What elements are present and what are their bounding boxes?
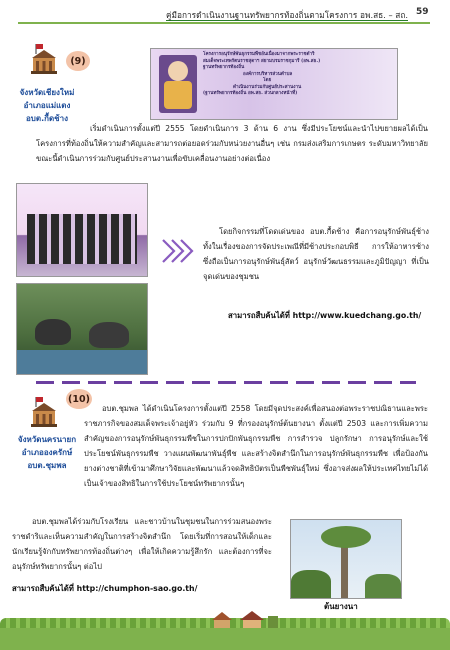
temple-icon [30, 42, 58, 78]
location-sao: อบต.ชุมพล [27, 461, 67, 470]
chevron-arrows-icon [160, 238, 194, 268]
section10-paragraph-2: อบต.ชุมพลได้ร่วมกับโรงเรียน และชาวบ้านในชุมชนในการร่วมสนองพระราชดำริและเห็นความสำคัญในการสร้างจิตสำนึก โดยเริ่มที่การสอนให้เด็กและนักเรียนรู้จักกับทรัพยากรท้องถิ่นต่างๆ เพื่อให้เกิดความรู้สึกรัก และต้องการที่จะอนุรักษ์ทรัพยากรนั้นๆ ต่อไป [12, 517, 272, 571]
section-number-badge: (10) [66, 389, 92, 409]
tree-canopy [321, 526, 371, 548]
footer-bar [0, 628, 450, 650]
section9-location [10, 86, 84, 125]
project-banner-photo [150, 48, 398, 120]
location-district: อำเภอองครักษ์ [21, 448, 73, 457]
section9-paragraph-2: โดยกิจกรรมที่โดดเด่นของ อบต.กื้ดช้าง คือการอนุรักษ์พันธุ์ช้าง ทั้งในเรื่องของการจัดประเพณีที่มีช้างประกอบพิธี การให้อาหารช้าง ซึ่งถือเป็นการอนุรักษ์พันธุ์สัตว์ อนุรักษ์วัฒนธรรมและภูมิปัญญา ที่เป็นจุดเด่นของชุมชน [203, 227, 429, 281]
bushes [365, 574, 401, 598]
section10-location [10, 433, 84, 472]
group-photo [16, 183, 148, 277]
elephant-photo [16, 283, 148, 375]
section9-paragraph-1: เริ่มดำเนินการตั้งแต่ปี 2555 โดยดำเนินการ 3 ด้าน 6 งาน ซึ่งมีประโยชน์และนำไปขยายผลได้เป็นโครงการที่ท้องถิ่นให้ความสำคัญและสามารถต่อยอดร่วมกับหน่วยงานอื่นๆ เช่น กรมส่งเสริมการเกษตร ระดับมหาวิทยาลัย ขณะนี้ดำเนินการร่วมกับศูนย์ประสานงานเพื่อขับเคลื่อนงานอย่างต่อเนื่อง [36, 124, 428, 163]
temple-icon [30, 395, 58, 431]
page-number: 59 [416, 7, 429, 17]
royal-portrait [159, 55, 197, 113]
elephant [35, 319, 71, 345]
section-number-badge: (9) [66, 51, 90, 71]
section-divider [36, 381, 416, 384]
banner-text: โครงการอนุรักษ์พันธุกรรมพืชอันเนื่องมาจากพระราชดำริ สมเด็จพระเทพรัตนราชสุดาฯ สยามบรมราชกุมารี (อพ.สธ.) ฐานทรัพยากรท้องถิ่น องค์การบริหารส่วนตำบล โดย ดำเนินงานร่วมกับศูนย์ประสานงาน (ฐานทรัพยากรท้องถิ่น อพ.สธ. ส่วนกลางหน้าที่) [203, 52, 321, 96]
location-district: อำเภอแม่แตง [23, 101, 71, 110]
footer-village-illustration [210, 610, 280, 628]
river [17, 350, 147, 374]
section10-link[interactable]: สามารถสืบค้นได้ที่ http://chumphon-sao.go.th/ [12, 584, 198, 593]
location-province: จังหวัดนครนายก [17, 435, 77, 444]
section9-link[interactable]: สามารถสืบค้นได้ที่ http://www.kuedchang.go.th/ [228, 311, 422, 320]
people-group [27, 214, 137, 264]
location-sao: อบต.กื้ดช้าง [26, 114, 68, 123]
location-province: จังหวัดเชียงใหม่ [19, 88, 75, 97]
header-title: คู่มือการดำเนินงานฐานทรัพยากรท้องถิ่นตามโครงการ อพ.สธ. – สถ. [165, 10, 408, 20]
bushes [291, 570, 331, 598]
header-divider [18, 22, 430, 24]
section10-paragraph-1: อบต.ชุมพล ได้ดำเนินโครงการตั้งแต่ปี 2558 โดยมีจุดประสงค์เพื่อสนองต่อพระราชปณิธานและพระราชภารกิจของสมเด็จพระเจ้าอยู่หัว ร่วมกับ 9 ที่กรองอนุรักษ์ต้นยางนา ตั้งแต่ปี 2503 และการเพิ่มความสำคัญของการอนุรักษ์พันธุกรรมพืชในการปกปักพันธุกรรมพืช การสำรวจ ปลูกรักษา การอนุรักษ์และใช้ประโยชน์พันธุกรรมพืช วางแผนพัฒนาพันธุ์พืช และสร้างจิตสำนึกในการอนุรักษ์พันธุกรรมพืช เพื่อป้องกันยางต่างชาติที่เข้ามาศึกษาวิจัยและพัฒนาแล้วจดสิทธิบัตรเป็นพืชพันธุ์ใหม่ ซึ่งอาจส่งผลให้ประเทศไทยไม่ได้เป็นเจ้าของสิทธิในการใช้ประโยชน์ทรัพยากรนั้นๆ [84, 404, 428, 488]
elephant [89, 322, 129, 348]
yang-na-tree-photo [290, 519, 402, 599]
tree-photo-caption: ต้นยางนา [324, 602, 358, 611]
